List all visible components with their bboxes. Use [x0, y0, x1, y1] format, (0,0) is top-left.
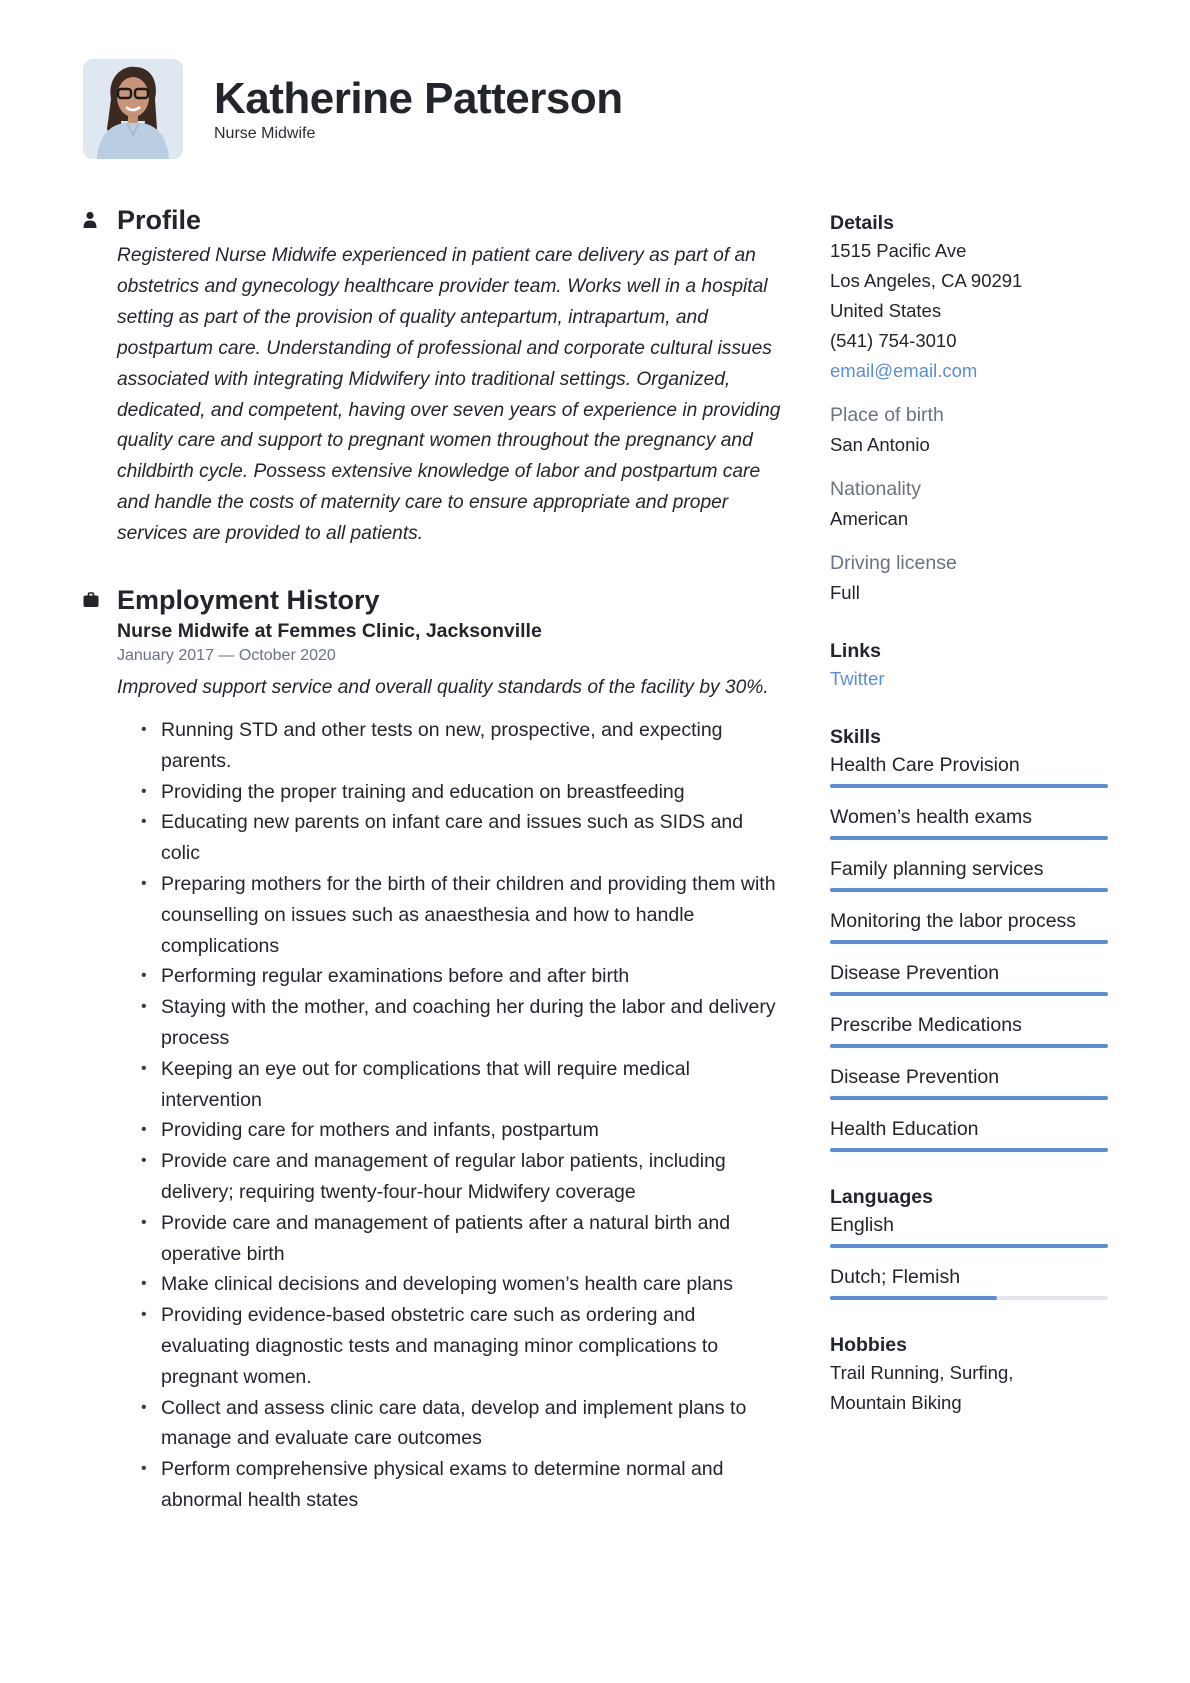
job-summary: Improved support service and overall quality standards of the facility by 30%. — [117, 677, 769, 699]
portrait-photo-icon — [83, 59, 183, 159]
address-line-2: Los Angeles, CA 90291 — [830, 270, 1023, 291]
skill-label: Monitoring the labor process — [830, 910, 1077, 932]
skill-level-bar — [830, 836, 1108, 840]
resume-header — [83, 59, 623, 159]
profile-heading: Profile — [117, 204, 202, 235]
skill-item — [830, 854, 1108, 892]
sidebar — [830, 210, 1108, 1418]
language-level-bar — [830, 1244, 1108, 1248]
skills-heading: Skills — [830, 726, 881, 748]
duty-item: • Providing the proper training and education on breastfeeding — [161, 777, 786, 808]
person-icon — [83, 211, 117, 229]
details-heading: Details — [830, 212, 894, 234]
avatar — [83, 59, 183, 159]
duty-item: • Educating new parents on infant care and issues such as SIDS and colic — [161, 807, 786, 869]
skill-level-bar — [830, 888, 1108, 892]
links-section — [830, 638, 1108, 694]
duty-item: • Providing care for mothers and infants, postpartum — [161, 1115, 786, 1146]
job-dates: January 2017 — October 2020 — [117, 647, 336, 665]
place-of-birth-value: San Antonio — [830, 434, 930, 455]
languages-heading: Languages — [830, 1186, 933, 1208]
skill-item — [830, 750, 1108, 788]
hobbies-text: Trail Running, Surfing, Mountain Biking — [830, 1362, 1014, 1413]
links-heading: Links — [830, 640, 881, 662]
skill-label: Disease Prevention — [830, 962, 1000, 984]
skill-label: Family planning services — [830, 858, 1044, 880]
skills-section — [830, 724, 1108, 1152]
hobbies-section — [830, 1332, 1108, 1418]
address-line-1: 1515 Pacific Ave — [830, 240, 967, 261]
duty-item: • Preparing mothers for the birth of their children and providing them with counselling on issues such as anaesthesia and how to handle complications — [161, 869, 786, 961]
duty-item: • Running STD and other tests on new, prospective, and expecting parents. — [161, 715, 786, 777]
languages-section — [830, 1184, 1108, 1300]
candidate-name: Katherine Patterson — [214, 74, 623, 123]
language-item — [830, 1210, 1108, 1248]
language-label: Dutch; Flemish — [830, 1266, 961, 1288]
skill-level-bar — [830, 1044, 1108, 1048]
place-of-birth-label: Place of birth — [830, 404, 944, 426]
duty-item: • Make clinical decisions and developing women’s health care plans — [161, 1269, 786, 1300]
duty-item: • Provide care and management of regular labor patients, including delivery; requiring twenty-four-hour Midwifery coverage — [161, 1146, 786, 1208]
nationality-value: American — [830, 508, 909, 529]
skill-item — [830, 958, 1108, 996]
skill-item — [830, 802, 1108, 840]
employment-section — [83, 582, 783, 1516]
twitter-link[interactable]: Twitter — [830, 668, 885, 689]
skill-item — [830, 1114, 1108, 1152]
profile-section — [83, 202, 783, 550]
duty-item: • Providing evidence-based obstetric care such as ordering and evaluating diagnostic tests and managing minor complications to pregnant women. — [161, 1300, 786, 1392]
hobbies-heading: Hobbies — [830, 1334, 907, 1356]
language-label: English — [830, 1214, 894, 1236]
skill-label: Women’s health exams — [830, 806, 1032, 828]
country: United States — [830, 300, 942, 321]
nationality-label: Nationality — [830, 478, 922, 500]
duty-item: • Perform comprehensive physical exams to determine normal and abnormal health states — [161, 1454, 786, 1516]
candidate-title: Nurse Midwife — [214, 125, 316, 142]
duty-item: • Collect and assess clinic care data, develop and implement plans to manage and evaluate care outcomes — [161, 1393, 786, 1455]
skill-label: Health Education — [830, 1118, 979, 1140]
skill-item — [830, 1062, 1108, 1100]
skill-item — [830, 1010, 1108, 1048]
job-title: Nurse Midwife at Femmes Clinic, Jacksonville — [117, 620, 542, 643]
language-item — [830, 1262, 1108, 1300]
duty-item: • Provide care and management of patients after a natural birth and operative birth — [161, 1208, 786, 1270]
skill-label: Disease Prevention — [830, 1066, 1000, 1088]
phone: (541) 754-3010 — [830, 330, 957, 351]
skill-level-bar — [830, 992, 1108, 996]
duty-item: • Keeping an eye out for complications that will require medical intervention — [161, 1054, 786, 1116]
language-level-bar — [830, 1296, 1108, 1300]
briefcase-icon — [83, 592, 117, 608]
skill-label: Prescribe Medications — [830, 1014, 1022, 1036]
skill-level-bar — [830, 1096, 1108, 1100]
main-column — [83, 202, 783, 1516]
skill-level-bar — [830, 784, 1108, 788]
job-entry — [83, 620, 783, 1516]
employment-heading: Employment History — [117, 584, 380, 615]
profile-summary: Registered Nurse Midwife experienced in patient care delivery as part of an obstetrics and gynecology healthcare provider team. Works well in a hospital setting as part of the provision of quality antepartum, intrapartum, and postpartum care. Understanding of professional and corporate cultural issues associated with integrating Midwifery into traditional settings. Organized, dedicated, and competent, having over seven years of experience in providing quality care and support to pregnant women throughout the pregnancy and childbirth cycle. Possess extensive knowledge of labor and postpartum care and handle the costs of maternity care to ensure appropriate and proper services are provided to all patients. — [117, 245, 781, 545]
duty-item: • Staying with the mother, and coaching her during the labor and delivery process — [161, 992, 786, 1054]
driving-license-label: Driving license — [830, 552, 957, 574]
skill-level-bar — [830, 1148, 1108, 1152]
job-duties-list — [161, 715, 786, 1516]
skill-item — [830, 906, 1108, 944]
skill-label: Health Care Provision — [830, 754, 1020, 776]
duty-item: • Performing regular examinations before and after birth — [161, 961, 786, 992]
details-section — [830, 210, 1108, 608]
skill-level-bar — [830, 940, 1108, 944]
email-link[interactable]: email@email.com — [830, 360, 978, 381]
driving-license-value: Full — [830, 582, 860, 603]
